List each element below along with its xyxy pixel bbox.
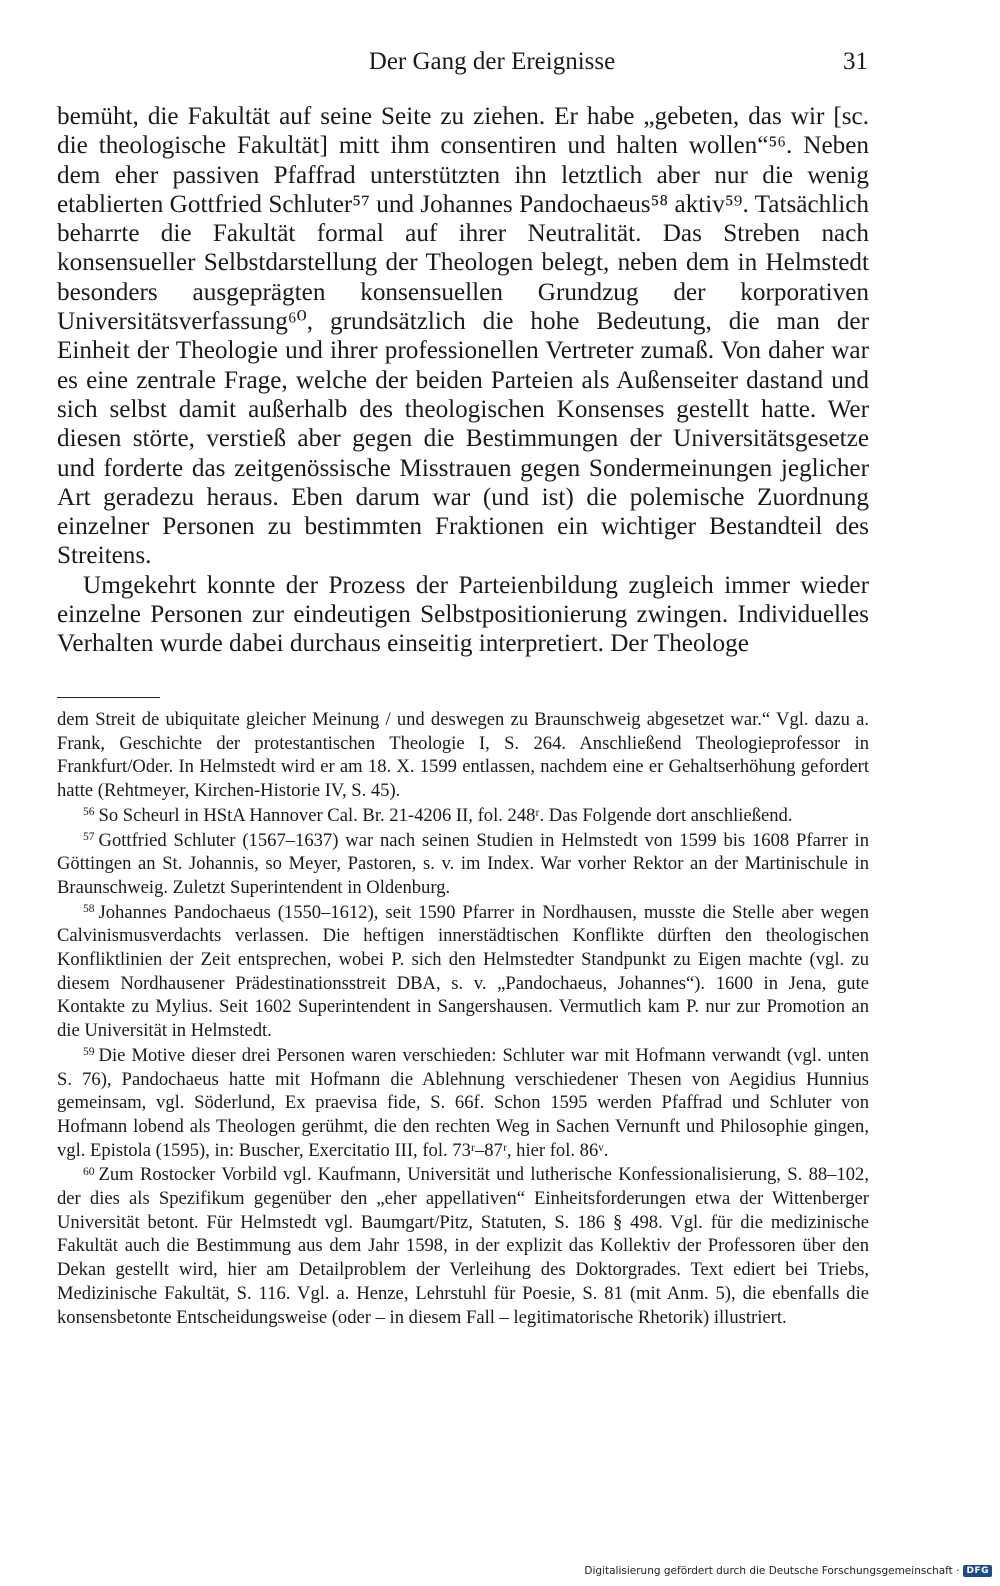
footnote-number: 56 xyxy=(83,806,95,819)
running-head xyxy=(56,44,868,84)
page-number: 31 xyxy=(843,48,868,75)
paragraph-1: bemüht, die Fakultät auf seine Seite zu ziehen. Er habe „gebeten, das wir [sc. die theologische Fakultät] mitt ihm consentiren und halten wollen“⁵⁶. Neben dem eher passiven Pfaffrad unterstützten ihn letztlich aber nur die wenig etablierten Gottfried Schluter⁵⁷ und Johannes Pandochaeus⁵⁸ aktiv⁵⁹. Tatsächlich beharrte die Fakultät formal auf ihrer Neutralität. Das Streben nach konsensueller Selbstdarstellung der Theologen belegt, neben dem in Helmstedt besonders ausgeprägten konsensuellen Grundzug der korporativen Universitätsverfassung⁶⁰, grundsätzlich die hohe Bedeutung, die man der Einheit der Theologie und ihrer professionellen Vertreter zumaß. Von daher war es eine zentrale Frage, welche der beiden Parteien als Außenseiter dastand und sich selbst damit außerhalb des theologischen Konsenses gestellt hatte. Wer diesen störte, verstieß aber gegen die Bestimmungen der Universitätsgesetze und forderte das zeitgenössische Misstrauen gegen Sondermeinungen jeglicher Art geradezu heraus. Eben darum war (und ist) die polemische Zuordnung einzelner Personen zu bestimmten Fraktionen ein wichtiger Bestandteil des Streitens. xyxy=(57,103,869,570)
footnote-56 xyxy=(57,804,869,828)
paragraph-2: Umgekehrt konnte der Prozess der Parteienbildung zugleich immer wieder einzelne Personen zur eindeutigen Selbstpositionierung zwingen. Individuelles Verhalten wurde dabei durchaus einseitig interpretiert. Der Theologe xyxy=(57,571,869,658)
footnote-separator xyxy=(57,697,160,698)
running-head-title: Der Gang der Ereignisse xyxy=(368,48,616,75)
footnote-number: 57 xyxy=(83,830,95,843)
footnote-59 xyxy=(57,1044,869,1163)
footnote-60 xyxy=(57,1163,869,1329)
footnote-text: Die Motive dieser drei Personen waren verschieden: Schluter war mit Hofmann verwandt (vgl. unten S. 76), Pandochaeus hatte mit Hofmann die Ablehnung verschiedener Thesen von Aegidius Hunnius gemeinsam, vgl. Söderlund, Ex praevisa fide, S. 66f. Schon 1595 werden Pfaffrad und Schluter von Hofmann lobend als Theologen gerühmt, die den rechten Weg in Sachen Vernunft und Philosophie gingen, vgl. Epistola (1595), in: Buscher, Exercitatio III, fol. 73ʳ–87ʳ, hier fol. 86ᵛ. xyxy=(57,1044,869,1161)
footnote-text: So Scheurl in HStA Hannover Cal. Br. 21-4206 II, fol. 248ʳ. Das Folgende dort anschließend. xyxy=(98,804,793,826)
dfg-logo: DFG xyxy=(963,1565,992,1577)
footnotes xyxy=(57,708,869,1330)
footnote-text: Zum Rostocker Vorbild vgl. Kaufmann, Universität und lutherische Konfessionalisierung, S. 88–102, der dies als Spezifikum gegenüber den „eher appellativen“ Einheitsforderungen etwa der Wittenberger Universität betont. Für Helmstedt vgl. Baumgart/Pitz, Statuten, S. 186 § 498. Vgl. für die medizinische Fakultät auch die Bestimmung aus dem Jahr 1598, in der explizit das Kollektiv der Professoren über den Dekan gestellt wird, hier am Detailproblem der Verleihung des Doktorgrades. Text ediert bei Triebs, Medizinische Fakultät, S. 116. Vgl. a. Henze, Lehrstuhl für Poesie, S. 81 (mit Anm. 5), die ebenfalls die konsensbetonte Entscheidungsweise (oder – in diesem Fall – legitimatorische Rhetorik) illustriert. xyxy=(57,1164,869,1328)
footnote-58 xyxy=(57,901,869,1043)
footnote-continuation: dem Streit de ubiquitate gleicher Meinung / und deswegen zu Braunschweig abgesetzet war.“ Vgl. dazu a. Frank, Geschichte der protestantischen Theologie I, S. 264. Anschließend Theologieprofessor in Frankfurt/Oder. In Helmstedt wird er am 18. X. 1599 entlassen, nachdem eine er Gehaltserhöhung gefordert hatte (Rehtmeyer, Kirchen-Historie IV, S. 45). xyxy=(57,709,869,802)
digitization-credit xyxy=(584,1562,992,1580)
footnote-number: 60 xyxy=(83,1165,95,1178)
footnote-text: Johannes Pandochaeus (1550–1612), seit 1590 Pfarrer in Nordhausen, musste die Stelle aber wegen Calvinismusverdachts verlassen. Die heftigen innerstädtischen Konflikte dürften den theologischen Konfliktlinien der Zeit entsprechen, wobei P. sich den Helmstedter Standpunkt zu Eigen machte (vgl. zu diesem Nordhausener Prädestinationsstreit DBA, s. v. „Pandochaeus, Johannes“). 1600 in Jena, gute Kontakte zu Mylius. Seit 1602 Superintendent in Sangershausen. Vermutlich kam P. nur zur Promotion an die Universität in Helmstedt. xyxy=(57,901,869,1042)
footnote-57 xyxy=(57,829,869,900)
footnote-number: 58 xyxy=(83,902,95,915)
footnote-number: 59 xyxy=(83,1046,95,1059)
footnote-text: Gottfried Schluter (1567–1637) war nach seinen Studien in Helmstedt von 1599 bis 1608 Pfarrer in Göttingen an St. Johannis, so Meyer, Pastoren, s. v. im Index. War vorher Rektor an der Martinischule in Braunschweig. Zuletzt Superintendent in Oldenburg. xyxy=(57,829,869,898)
main-text xyxy=(57,102,869,659)
credit-text: Digitalisierung gefördert durch die Deutsche Forschungsgemeinschaft · xyxy=(584,1565,960,1577)
